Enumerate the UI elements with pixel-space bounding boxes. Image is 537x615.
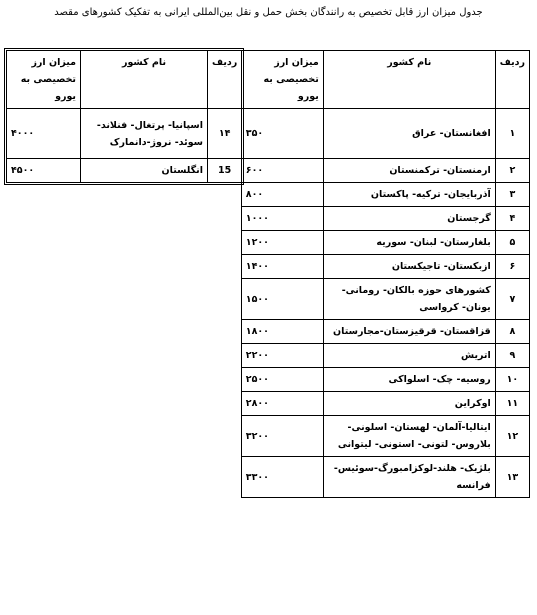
row-amount: ۴۰۰۰ bbox=[7, 109, 81, 159]
table-row bbox=[241, 207, 529, 231]
row-country: گرجستان bbox=[323, 207, 495, 231]
row-index: ۷ bbox=[495, 279, 529, 320]
row-amount: ۱۴۰۰ bbox=[241, 255, 323, 279]
row-amount: ۱۲۰۰ bbox=[241, 231, 323, 255]
table-row bbox=[241, 392, 529, 416]
main-table bbox=[241, 50, 530, 498]
header-row bbox=[7, 51, 242, 109]
row-amount: ۲۲۰۰ bbox=[241, 344, 323, 368]
table-row bbox=[7, 159, 242, 183]
header-amount: میزان ارز تخصیصی به یورو bbox=[241, 51, 323, 109]
row-country: بلژیک- هلند-لوکزامبورگ-سوئیس- فرانسه bbox=[323, 457, 495, 498]
row-index: 15 bbox=[208, 159, 242, 183]
row-index: ۲ bbox=[495, 159, 529, 183]
row-index: ۱۰ bbox=[495, 368, 529, 392]
row-amount: ۱۰۰۰ bbox=[241, 207, 323, 231]
header-country: نام کشور bbox=[81, 51, 208, 109]
row-country: بلغارستان- لبنان- سوریه bbox=[323, 231, 495, 255]
row-index: ۹ bbox=[495, 344, 529, 368]
header-index: ردیف bbox=[208, 51, 242, 109]
table-row bbox=[241, 255, 529, 279]
table-row bbox=[241, 231, 529, 255]
row-index: ۱۱ bbox=[495, 392, 529, 416]
table-row bbox=[241, 159, 529, 183]
row-index: ۱۴ bbox=[208, 109, 242, 159]
row-amount: ۳۳۰۰ bbox=[241, 457, 323, 498]
table-row bbox=[241, 457, 529, 498]
table-row bbox=[241, 279, 529, 320]
table-row bbox=[241, 344, 529, 368]
row-country: روسیه- چک- اسلواکی bbox=[323, 368, 495, 392]
row-country: ارمنستان- ترکمنستان bbox=[323, 159, 495, 183]
row-index: ۴ bbox=[495, 207, 529, 231]
row-index: ۱۳ bbox=[495, 457, 529, 498]
row-amount: ۱۸۰۰ bbox=[241, 320, 323, 344]
row-index: ۱۲ bbox=[495, 416, 529, 457]
header-row bbox=[241, 51, 529, 109]
row-country: قزاقستان- قرقیزستان-مجارستان bbox=[323, 320, 495, 344]
header-index: ردیف bbox=[495, 51, 529, 109]
table-row bbox=[241, 183, 529, 207]
table-row bbox=[241, 416, 529, 457]
table-row bbox=[241, 109, 529, 159]
row-country: اوکراین bbox=[323, 392, 495, 416]
header-amount: میزان ارز تخصیصی به یورو bbox=[7, 51, 81, 109]
row-country: آذربایجان- ترکیه- پاکستان bbox=[323, 183, 495, 207]
side-table bbox=[6, 50, 242, 183]
row-amount: ۶۰۰ bbox=[241, 159, 323, 183]
row-country: ازبکستان- تاجیکستان bbox=[323, 255, 495, 279]
row-index: ۵ bbox=[495, 231, 529, 255]
table-row bbox=[241, 368, 529, 392]
table-row bbox=[241, 320, 529, 344]
row-amount: ۸۰۰ bbox=[241, 183, 323, 207]
row-index: ۳ bbox=[495, 183, 529, 207]
row-amount: ۲۵۰۰ bbox=[241, 368, 323, 392]
row-index: ۸ bbox=[495, 320, 529, 344]
row-amount: ۴۵۰۰ bbox=[7, 159, 81, 183]
table-row bbox=[7, 109, 242, 159]
row-country: اتریش bbox=[323, 344, 495, 368]
row-amount: ۳۲۰۰ bbox=[241, 416, 323, 457]
row-index: ۱ bbox=[495, 109, 529, 159]
row-amount: ۱۵۰۰ bbox=[241, 279, 323, 320]
row-index: ۶ bbox=[495, 255, 529, 279]
table-caption: جدول میزان ارز قابل تخصیص به رانندگان بخش حمل و نقل بین‌المللی ایرانی به تفکیک کشورهای مقصد bbox=[54, 7, 483, 18]
row-country: افغانستان- عراق bbox=[323, 109, 495, 159]
row-amount: ۳۵۰ bbox=[241, 109, 323, 159]
row-country: کشورهای حوزه بالکان- رومانی- یونان- کرواسی bbox=[323, 279, 495, 320]
row-country: انگلستان bbox=[81, 159, 208, 183]
row-country: اسپانیا- پرتغال- فنلاند- سوئد- نروژ-دانمارک bbox=[81, 109, 208, 159]
header-country: نام کشور bbox=[323, 51, 495, 109]
row-country: ایتالیا-آلمان- لهستان- اسلونی- بلاروس- لتونی- استونی- لیتوانی bbox=[323, 416, 495, 457]
row-amount: ۲۸۰۰ bbox=[241, 392, 323, 416]
